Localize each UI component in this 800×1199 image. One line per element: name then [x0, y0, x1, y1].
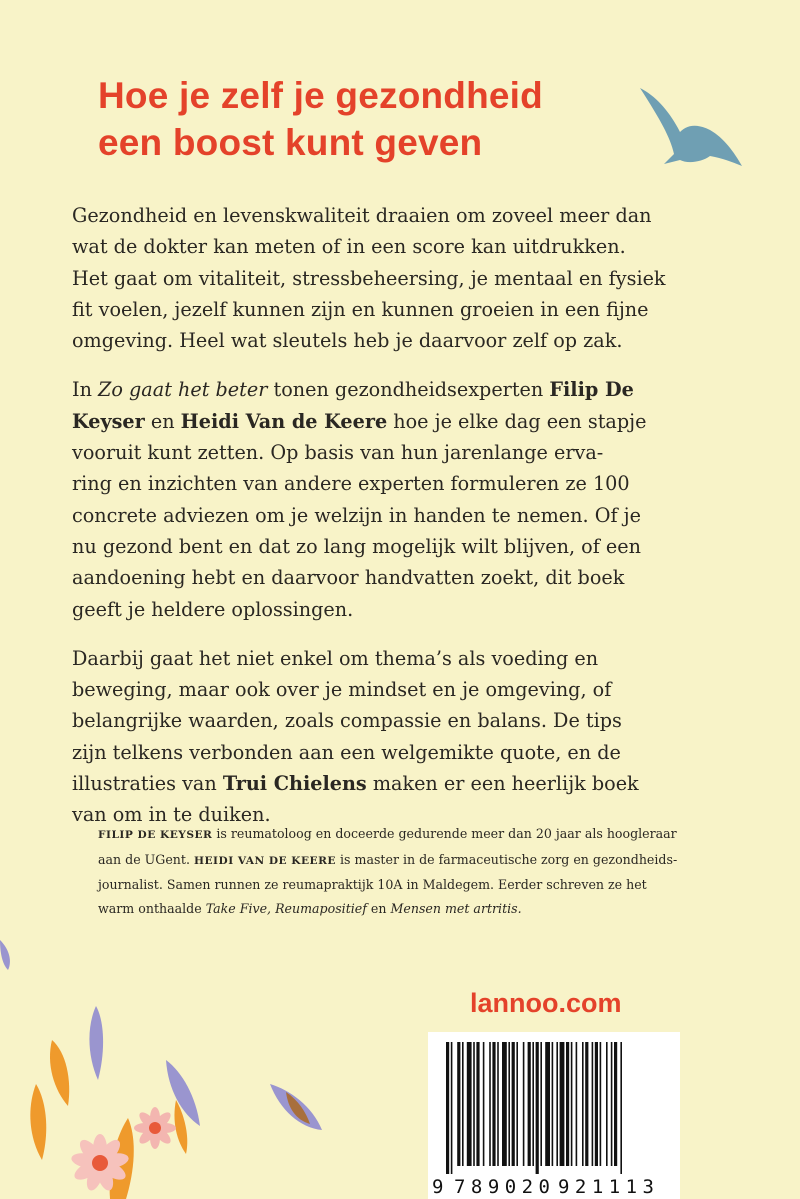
isbn-group-2: 921113 — [558, 1176, 654, 1198]
daisy-flower — [134, 1107, 176, 1149]
barcode-bar — [476, 1042, 479, 1166]
barcode-bar — [523, 1042, 525, 1166]
text: maken er een heerlijk boek — [366, 772, 639, 796]
barcode-bar — [614, 1042, 617, 1166]
book-title: Take Five — [205, 900, 268, 916]
title-line-1: Hoe je zelf je gezondheid — [98, 75, 543, 116]
p1-line: wat de dokter kan meten of in een score kan uitdrukken. — [72, 235, 626, 259]
title-line-2: een boost kunt geven — [98, 122, 483, 163]
text: illustraties van — [72, 772, 223, 796]
barcode-bar — [489, 1042, 491, 1166]
book-title: Reumapositief — [275, 900, 367, 916]
p1-line: Het gaat om vitaliteit, stressbeheersing, je mentaal en fysiek — [72, 266, 666, 290]
barcode-bar — [611, 1042, 613, 1166]
petal — [89, 1006, 103, 1080]
barcode-bar — [497, 1042, 499, 1166]
p1-line: fit voelen, jezelf kunnen zijn en kunnen groeien in een fijne — [72, 297, 649, 321]
barcode-bar — [492, 1042, 495, 1166]
barcode-bar — [560, 1042, 565, 1166]
barcode-bar — [606, 1042, 608, 1166]
barcode-bar — [516, 1042, 518, 1166]
text: hoe je elke dag een stapje — [387, 409, 647, 433]
book-title: Zo gaat het beter — [98, 378, 268, 402]
p3-line: belangrijke waarden, zoals compassie en balans. De tips — [72, 709, 622, 733]
book-title: Mensen met artritis — [390, 900, 518, 916]
barcode-bar — [473, 1042, 475, 1166]
p1-line: omgeving. Heel wat sleutels heb je daarvoor zelf op zak. — [72, 329, 623, 353]
barcode — [428, 1032, 680, 1199]
text: is master in de farmaceutische zorg en gezondheids- — [336, 851, 678, 867]
p2-line: concrete adviezen om je welzijn in handen te nemen. Of je — [72, 503, 641, 527]
cover-title — [98, 72, 638, 166]
petal — [30, 1084, 46, 1160]
text: is reumatoloog en doceerde gedurende meer dan 20 jaar als hoogleraar — [212, 826, 677, 841]
barcode-bar — [457, 1042, 460, 1166]
author-name: Keyser — [72, 409, 145, 433]
bio-line — [98, 897, 718, 921]
text: In — [72, 378, 99, 402]
barcode-bar — [532, 1042, 534, 1166]
barcode-bar — [508, 1042, 510, 1166]
p2-line: nu gezond bent en dat zo lang mogelijk wilt blijven, of een — [72, 534, 641, 558]
flower-illustration — [0, 940, 360, 1199]
isbn-group-1: 789020 — [454, 1176, 550, 1198]
isbn-first-digit: 9 — [432, 1176, 444, 1198]
text: en — [366, 900, 391, 916]
barcode-bar — [595, 1042, 598, 1166]
petal — [0, 940, 10, 970]
p3-line: beweging, maar ook over je mindset en je omgeving, of — [72, 678, 612, 702]
barcode-bar — [536, 1042, 539, 1174]
author-name: HEIDI VAN DE KEERE — [193, 854, 337, 867]
bio-line — [98, 822, 718, 848]
text: , — [267, 900, 276, 916]
p2-line: vooruit kunt zetten. Op basis van hun jarenlange erva- — [72, 441, 604, 465]
author-name: Filip De — [549, 378, 634, 402]
bio-line — [98, 848, 718, 874]
paragraph-3 — [72, 643, 744, 831]
barcode-bar — [467, 1042, 472, 1166]
bio-line: journalist. Samen runnen ze reumapraktijk 10A in Maldegem. Eerder schreven ze het — [98, 877, 647, 892]
barcode-bar — [585, 1042, 588, 1166]
paragraph-2 — [72, 374, 744, 624]
barcode-bar — [600, 1042, 602, 1166]
p1-line: Gezondheid en levenskwaliteit draaien om zoveel meer dan — [72, 204, 652, 227]
p2-line: ring en inzichten van andere experten formuleren ze 100 — [72, 472, 630, 496]
p2-line — [72, 406, 744, 437]
barcode-bar — [582, 1042, 584, 1166]
text: aan de UGent. — [98, 851, 194, 867]
barcode-bar — [545, 1042, 550, 1166]
petal — [166, 1060, 200, 1126]
barcode-bar — [571, 1042, 573, 1166]
p3-line: van om in te duiken. — [72, 803, 271, 827]
p2-line: geeft je heldere oplossingen. — [72, 597, 354, 621]
barcode-bar — [566, 1042, 569, 1166]
barcode-bar — [620, 1042, 622, 1174]
p2-line — [72, 374, 744, 405]
p3-line — [72, 768, 744, 799]
petal — [50, 1040, 69, 1106]
publisher-website[interactable]: lannoo.com — [470, 988, 622, 1018]
text: tonen gezondheidsexperten — [267, 378, 550, 402]
barcode-bars — [428, 1032, 680, 1199]
barcode-bar — [483, 1042, 485, 1166]
bird-icon — [636, 82, 746, 174]
blurb — [72, 200, 744, 849]
author-name: Heidi Van de Keere — [180, 409, 388, 433]
text: en — [144, 409, 181, 433]
p2-line: aandoening hebt en daarvoor handvatten zoekt, dit boek — [72, 566, 625, 590]
paragraph-1 — [72, 200, 744, 356]
barcode-bar — [556, 1042, 558, 1166]
barcode-bar — [540, 1042, 542, 1166]
barcode-bar — [576, 1042, 578, 1166]
barcode-bar — [502, 1042, 507, 1166]
barcode-bar — [446, 1042, 449, 1174]
text: warm onthaalde — [98, 900, 206, 916]
barcode-bar — [462, 1042, 464, 1166]
text: . — [517, 900, 522, 916]
barcode-bar — [552, 1042, 554, 1166]
author-name: FILIP DE KEYSER — [98, 829, 213, 841]
barcode-bar — [451, 1042, 453, 1174]
barcode-bar — [528, 1042, 531, 1166]
barcode-bar — [512, 1042, 515, 1166]
author-bio — [98, 822, 718, 920]
illustrator-name: Trui Chielens — [222, 772, 367, 796]
p3-line: zijn telkens verbonden aan een welgemikte quote, en de — [72, 740, 621, 764]
barcode-bar — [592, 1042, 594, 1166]
p3-line: Daarbij gaat het niet enkel om thema’s als voeding en — [72, 646, 599, 670]
